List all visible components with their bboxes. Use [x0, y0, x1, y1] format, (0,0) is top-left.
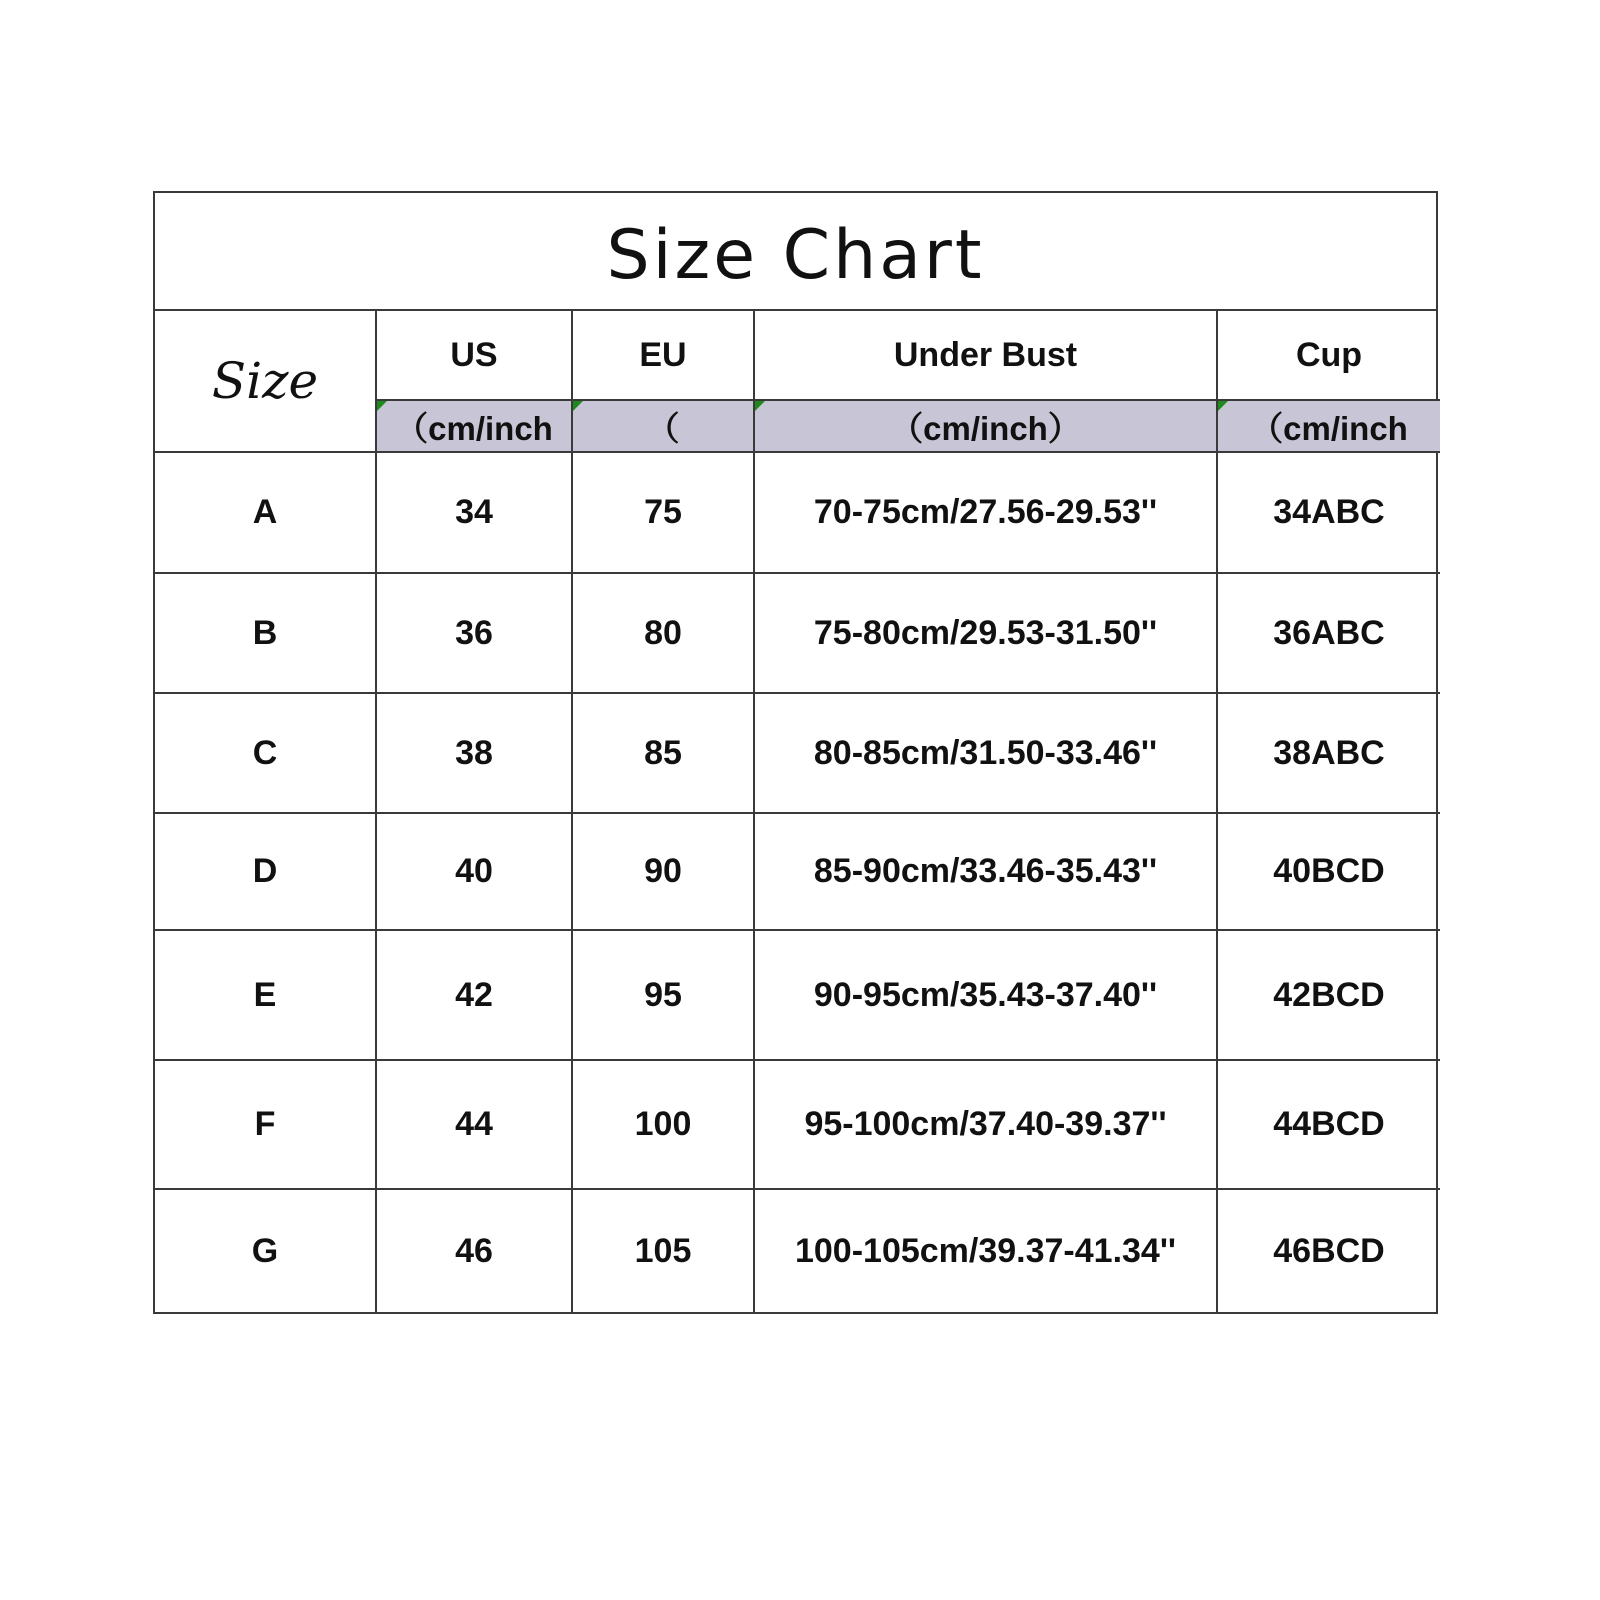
size-header: Size — [155, 311, 376, 452]
table-row — [155, 930, 1440, 1060]
cup-cell: 36ABC — [1217, 573, 1440, 693]
under-bust-unit-cell — [754, 400, 1217, 452]
under-bust-unit: （cm/inch） — [890, 409, 1081, 447]
table-row — [155, 1189, 1440, 1313]
eu-cell: 105 — [572, 1189, 754, 1313]
us-header: US — [376, 311, 572, 400]
eu-cell: 95 — [572, 930, 754, 1060]
cup-cell: 42BCD — [1217, 930, 1440, 1060]
size-cell: B — [155, 573, 376, 693]
cell-marker-icon — [1218, 401, 1228, 411]
cup-cell: 34ABC — [1217, 452, 1440, 573]
us-cell: 38 — [376, 693, 572, 813]
size-cell: D — [155, 813, 376, 930]
us-unit: （cm/inch — [395, 409, 553, 447]
size-cell: A — [155, 452, 376, 573]
cup-cell: 38ABC — [1217, 693, 1440, 813]
under-bust-cell: 95-100cm/37.40-39.37'' — [754, 1060, 1217, 1189]
size-cell: C — [155, 693, 376, 813]
size-table — [155, 311, 1440, 1313]
under-bust-cell: 100-105cm/39.37-41.34'' — [754, 1189, 1217, 1313]
cup-cell: 46BCD — [1217, 1189, 1440, 1313]
us-unit-cell — [376, 400, 572, 452]
cup-header: Cup — [1217, 311, 1440, 400]
under-bust-cell: 90-95cm/35.43-37.40'' — [754, 930, 1217, 1060]
eu-cell: 90 — [572, 813, 754, 930]
under-bust-cell: 80-85cm/31.50-33.46'' — [754, 693, 1217, 813]
eu-unit-cell — [572, 400, 754, 452]
eu-cell: 100 — [572, 1060, 754, 1189]
us-cell: 44 — [376, 1060, 572, 1189]
table-row — [155, 693, 1440, 813]
under-bust-cell: 85-90cm/33.46-35.43'' — [754, 813, 1217, 930]
us-cell: 36 — [376, 573, 572, 693]
title-row — [155, 193, 1436, 311]
us-cell: 42 — [376, 930, 572, 1060]
cell-marker-icon — [377, 401, 387, 411]
table-row — [155, 573, 1440, 693]
cell-marker-icon — [573, 401, 583, 411]
cup-cell: 40BCD — [1217, 813, 1440, 930]
cup-unit-cell — [1217, 400, 1440, 452]
under-bust-cell: 75-80cm/29.53-31.50'' — [754, 573, 1217, 693]
under-bust-cell: 70-75cm/27.56-29.53'' — [754, 452, 1217, 573]
table-row — [155, 1060, 1440, 1189]
us-cell: 34 — [376, 452, 572, 573]
us-cell: 46 — [376, 1189, 572, 1313]
size-cell: F — [155, 1060, 376, 1189]
size-cell: G — [155, 1189, 376, 1313]
header-row — [155, 311, 1440, 400]
cell-marker-icon — [755, 401, 765, 411]
cup-cell: 44BCD — [1217, 1060, 1440, 1189]
eu-header: EU — [572, 311, 754, 400]
eu-unit: （ — [646, 409, 680, 447]
eu-cell: 80 — [572, 573, 754, 693]
table-row — [155, 813, 1440, 930]
size-chart — [153, 191, 1438, 1314]
eu-cell: 85 — [572, 693, 754, 813]
cup-unit: （cm/inch — [1250, 409, 1408, 447]
under-bust-header: Under Bust — [754, 311, 1217, 400]
chart-title: Size Chart — [606, 215, 985, 295]
eu-cell: 75 — [572, 452, 754, 573]
table-row — [155, 452, 1440, 573]
size-cell: E — [155, 930, 376, 1060]
us-cell: 40 — [376, 813, 572, 930]
